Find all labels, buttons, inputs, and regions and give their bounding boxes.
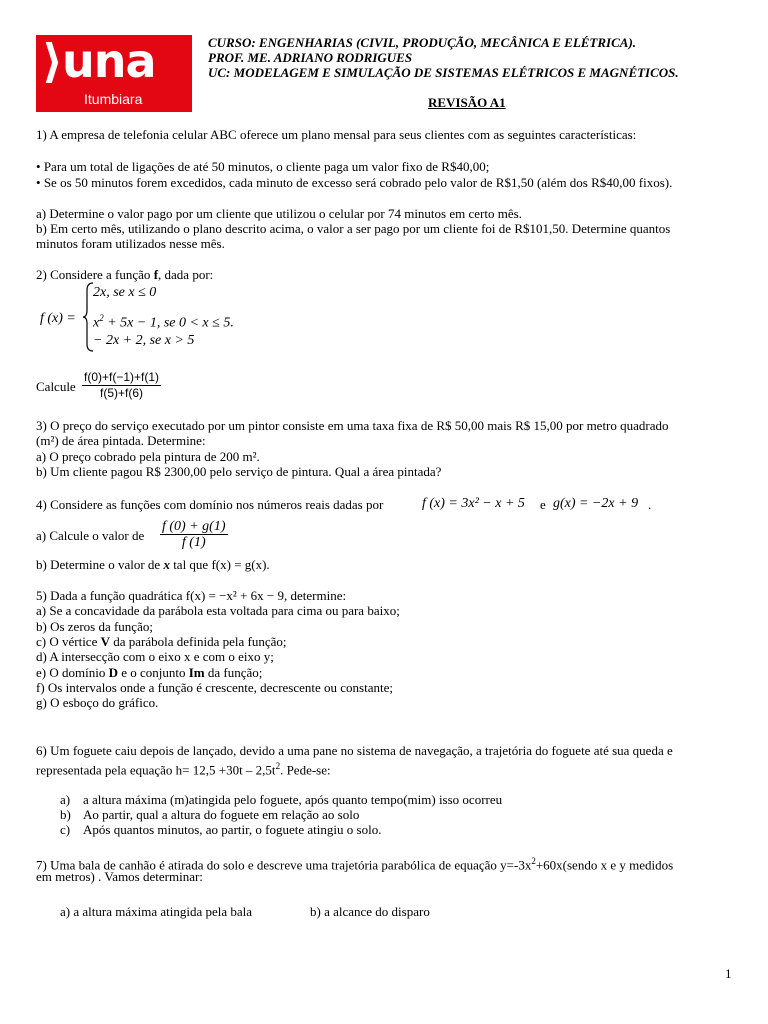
q4-e: e	[540, 497, 546, 512]
q1-b-line2: minutos foram utilizados nesse mês.	[36, 236, 225, 251]
q4-a: a) Calcule o valor de	[36, 528, 145, 543]
q5-f: f) Os intervalos onde a função é crescente, decrescente ou constante;	[36, 680, 393, 695]
q7-line2: em metros) . Vamos determinar:	[36, 869, 203, 884]
q6-line2: representada pela equação $h= 12,5 +30t - 2,5t^2$. Pede-se:	[36, 761, 331, 778]
q5-c: c) O vértice V da parábola definida pela função;	[36, 634, 287, 649]
q6-line1: 6) Um foguete caiu depois de lançado, devido a uma pane no sistema de navegação, a trajetória do foguete até sua queda e	[36, 743, 673, 758]
q1-b-line1: b) Em certo mês, utilizando o plano descrito acima, o valor a ser pago por um cliente foi de R$101,50. Determine quantos	[36, 221, 671, 236]
q5-intro: 5) Dada a função quadrática f(x) = −x² + 6x − 9, determine:	[36, 588, 347, 603]
q3-line2: (m²) de área pintada. Determine:	[36, 433, 206, 448]
q2-denominator: f(5)+f(6)	[100, 386, 144, 400]
q1-bullet-1: • Para um total de ligações de até 50 minutos, o cliente paga um valor fixo de R$40,00;	[36, 159, 490, 174]
page-number: 1	[725, 966, 732, 981]
q5-d: d) A intersecção com o eixo x e com o eixo y;	[36, 649, 274, 664]
q2-case-1: 2x, se x ≤ 0	[93, 285, 157, 300]
q2-case-3: − 2x + 2, se x > 5	[93, 333, 195, 348]
bullet-icon: •	[36, 175, 41, 190]
bullet-icon: •	[36, 159, 41, 174]
q3-line1: 3) O preço do serviço executado por um pintor consiste em uma taxa fixa de R$ 50,00 mais R$ 15,00 por metro quadrado	[36, 418, 669, 433]
q6-a: a altura máxima (m)atingida pelo foguete, após quanto tempo(mim) isso ocorreu	[83, 792, 503, 807]
q7-b: b) a alcance do disparo	[310, 904, 430, 919]
q2-intro: 2) Considere a função f, dada por:	[36, 267, 214, 282]
q2-numerator: f(0)+f(−1)+f(1)	[84, 370, 160, 384]
q6-b: Ao partir, qual a altura do foguete em relação ao solo	[83, 807, 360, 822]
page-title: REVISÃO A1	[428, 95, 506, 110]
header-uc: UC: MODELAGEM E SIMULAÇÃO DE SISTEMAS ELÉTRICOS E MAGNÉTICOS.	[208, 65, 679, 80]
q4-b: b) Determine o valor de x tal que f(x) = g(x).	[36, 557, 270, 572]
q4-numerator: f (0) + g(1)	[162, 519, 226, 534]
q6-b-marker: b)	[60, 807, 71, 822]
q5-e: e) O domínio D e o conjunto Im da função;	[36, 665, 263, 680]
q6-c: Após quantos minutos, ao partir, o foguete atingiu o solo.	[83, 822, 382, 837]
q4-dot: .	[648, 497, 652, 512]
q7-line1: 7) Uma bala de canhão é atirada do solo e descreve uma trajetória parabólica de equação $y=-3x^2+60x(sendo$ x e y medidos	[36, 856, 674, 873]
q4-g: g(x) = −2x + 9	[553, 496, 639, 511]
q1-intro: 1) A empresa de telefonia celular ABC oferece um plano mensal para seus clientes com as seguintes características:	[36, 127, 637, 142]
q4-denominator: f (1)	[181, 535, 206, 550]
logo-wordmark: ⟩una	[42, 34, 156, 88]
q3-b: b) Um cliente pagou R$ 2300,00 pelo serviço de pintura. Qual a área pintada?	[36, 464, 442, 479]
q5-g: g) O esboço do gráfico.	[36, 695, 159, 710]
q6-c-marker: c)	[60, 822, 71, 837]
q4-intro: 4) Considere as funções com domínio nos números reais dadas por	[36, 497, 384, 512]
header-prof: PROF. ME. ADRIANO RODRIGUES	[208, 50, 413, 65]
logo-city: Itumbiara	[84, 91, 143, 107]
q5-a: a) Se a concavidade da parábola esta voltada para cima ou para baixo;	[36, 603, 400, 618]
q2-function-lhs: f (x) =	[40, 311, 76, 326]
q2-fraction	[82, 370, 161, 401]
q4-f: f (x) = 3x² − x + 5	[422, 496, 525, 511]
q2-case-2: $x^2 + 5x - 1$, se 0 < x ≤ 5.	[93, 313, 234, 331]
logo-chevron-icon: ⟩	[42, 34, 63, 88]
q1-bullet-2: • Se os 50 minutos forem excedidos, cada minuto de excesso será cobrado pelo valor de R$1,50 (além dos R$40,00 fixos).	[36, 175, 673, 190]
q7-a: a) a altura máxima atingida pela bala	[60, 904, 253, 919]
una-logo	[36, 35, 192, 112]
q4-fraction	[160, 519, 228, 550]
q5-b: b) Os zeros da função;	[36, 619, 153, 634]
q1-a: a) Determine o valor pago por um cliente que utilizou o celular por 74 minutos em certo mês.	[36, 206, 522, 221]
q2-calcule: Calcule	[36, 379, 76, 394]
q3-a: a) O preço cobrado pela pintura de 200 m².	[36, 449, 260, 464]
header-curso: CURSO: ENGENHARIAS (CIVIL, PRODUÇÃO, MECÂNICA E ELÉTRICA).	[208, 35, 637, 50]
q6-a-marker: a)	[60, 792, 71, 807]
